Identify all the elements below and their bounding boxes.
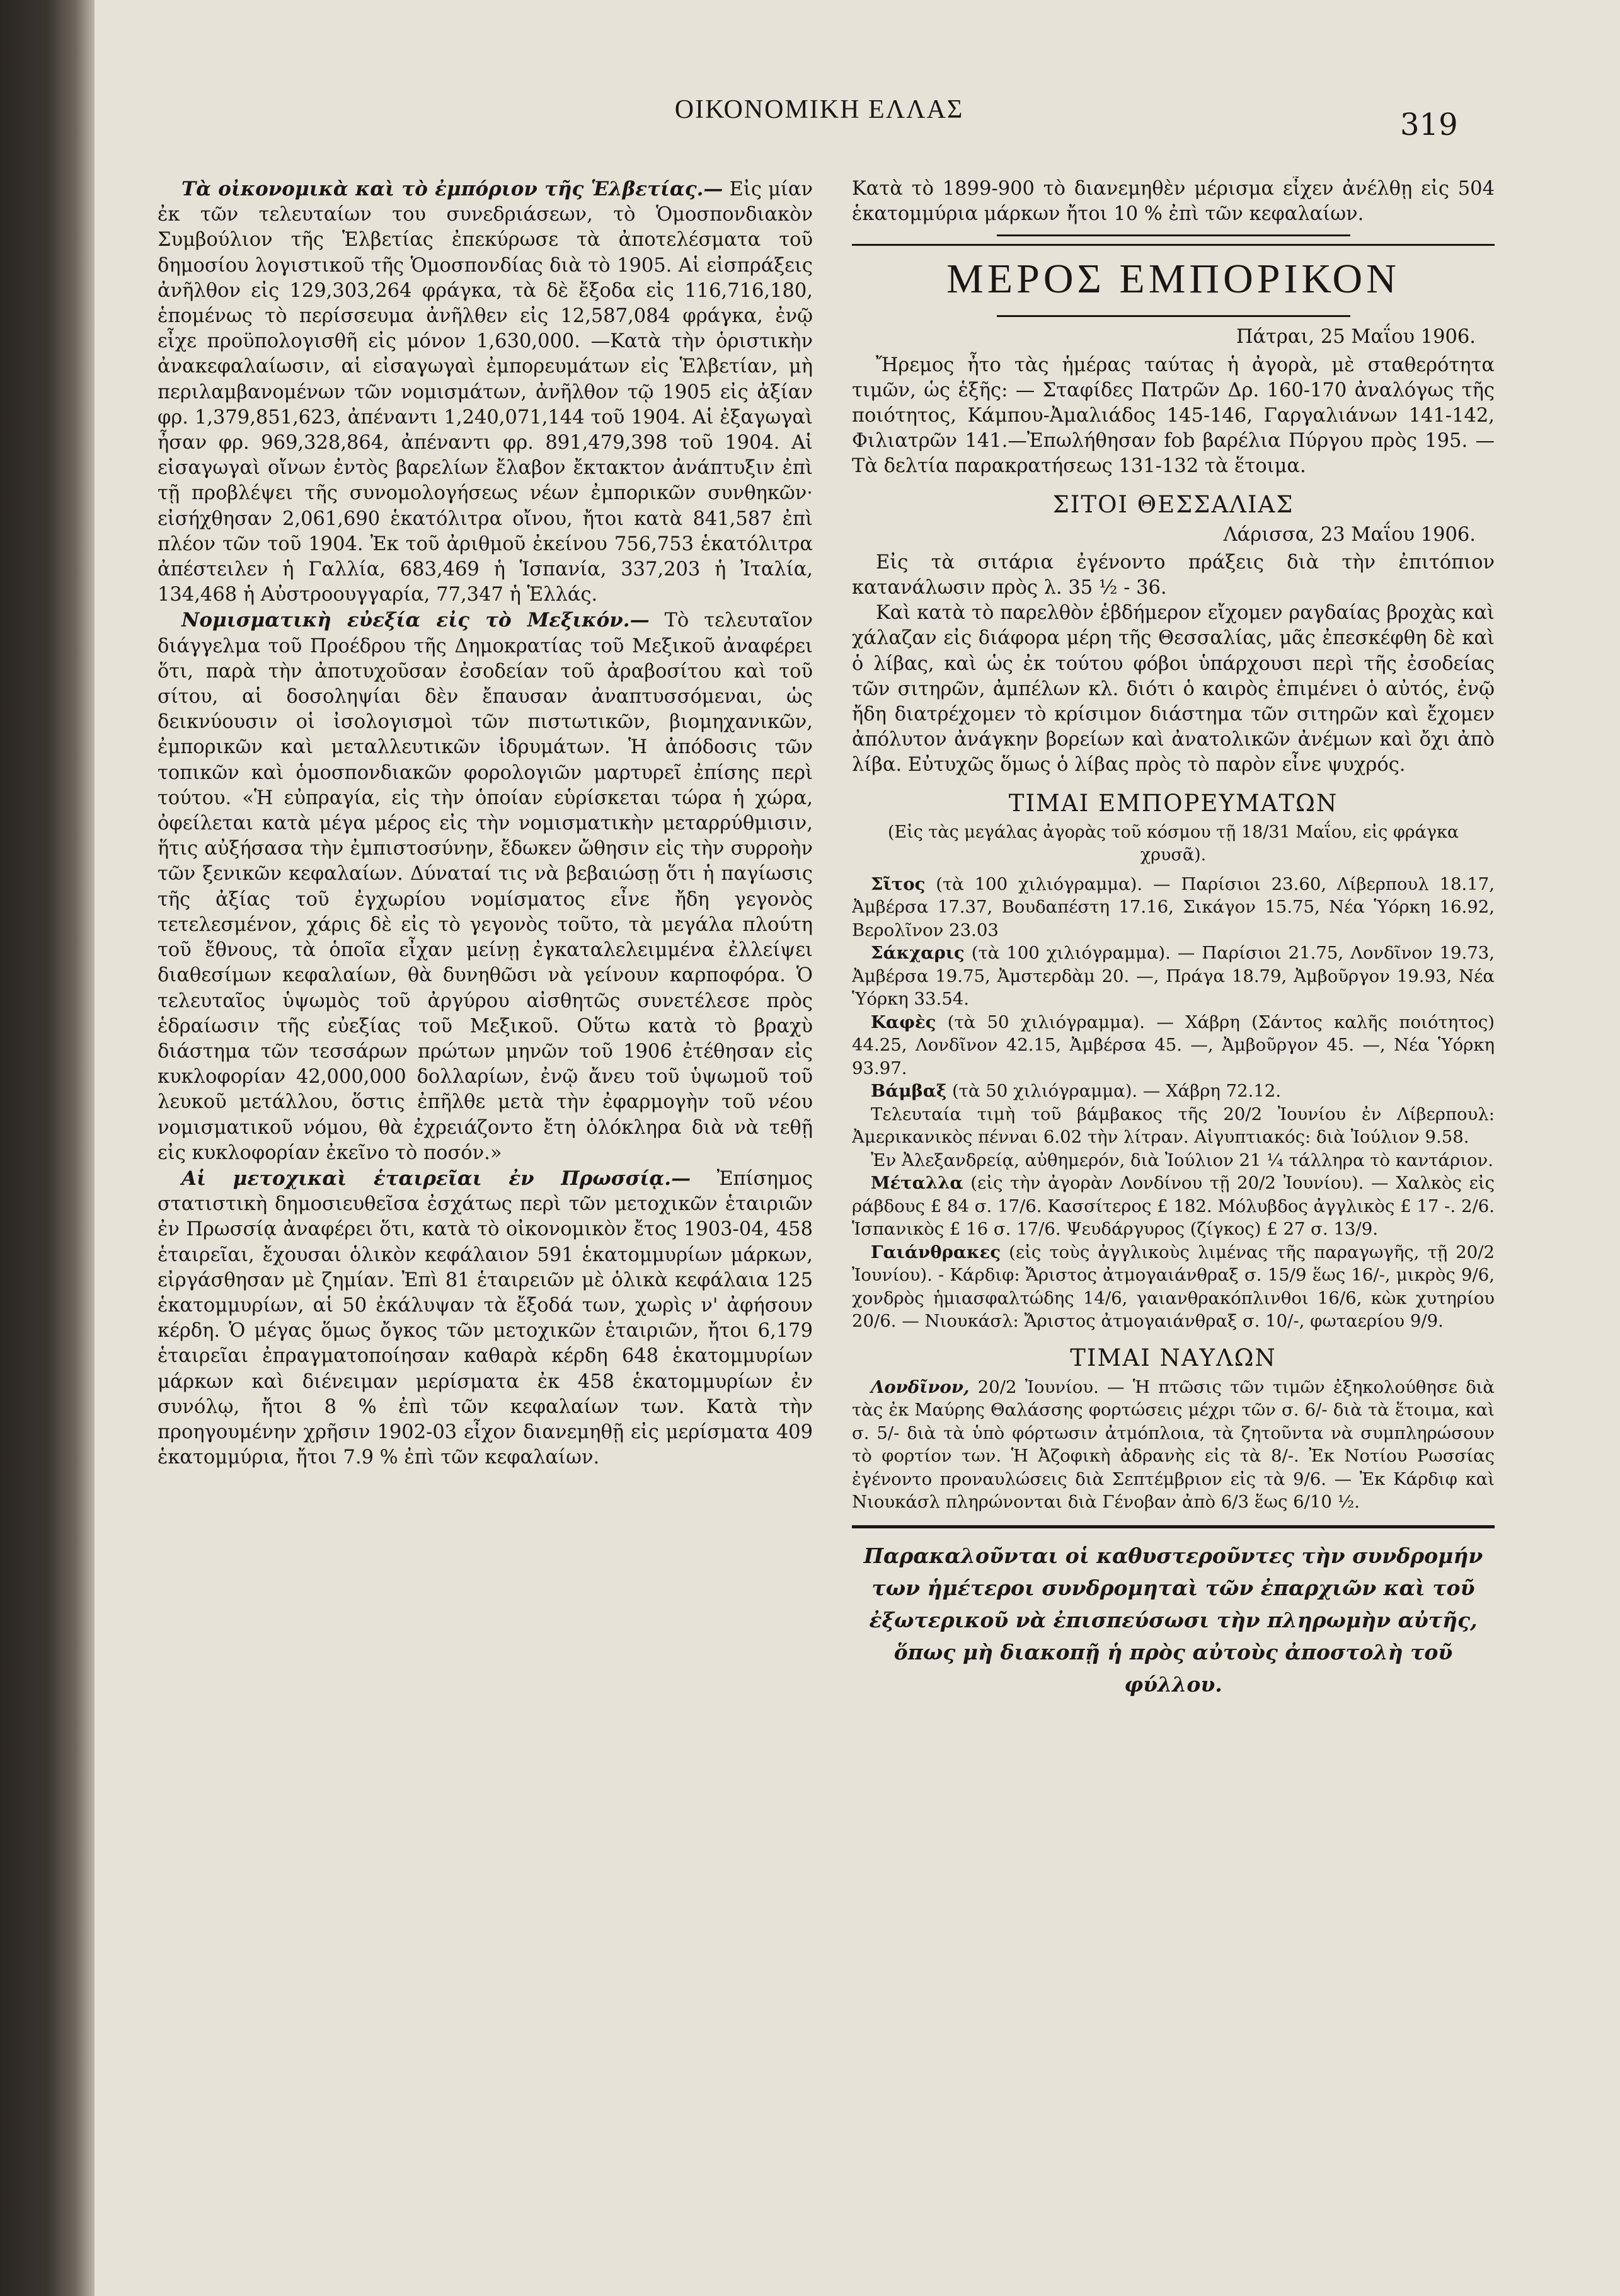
price-entry xyxy=(852,1011,1495,1080)
article-heading: Τὰ οἰκονομικὰ καὶ τὸ ἐμπόριον τῆς Ἑλβετίας.— xyxy=(181,178,723,200)
price-note: Ἐν Ἀλεξανδρείᾳ, αὐθημερόν, διὰ Ἰούλιον 21 ¼ τάλληρα τὸ καντάριον. xyxy=(871,1150,1493,1170)
price-entry xyxy=(852,873,1495,942)
price-entry xyxy=(852,942,1495,1011)
price-text: (τὰ 50 χιλιόγραμμα). — Χάβρη 72.12. xyxy=(952,1081,1282,1102)
price-text: (τὰ 100 χιλιόγραμμα). — Παρίσιοι 21.75, Λονδῖνον 19.73, Ἀμβέρσα 19.75, Ἀμστερδὰμ 20. —, Πράγα 18.79, Ἀμβοῦργον 19.93, Νέα Ὑόρκη 33.54. xyxy=(852,943,1495,1010)
market-report-paragraph: Καὶ κατὰ τὸ παρελθὸν ἑβδήμερον εἴχομεν ραγδαίας βροχὰς καὶ χάλαζαν εἰς διάφορα μέρη τῆς Θεσσαλίας, μᾶς ἐπεσκέφθη δὲ καὶ ὁ λίβας, καὶ ὡς ἐκ τούτου φόβοι ὑπάρχουσι περὶ τῆς ἐσοδείας τῶν σιτηρῶν, ἀμπέλων κλ. διότι ὁ καιρὸς ἐπιμένει ὁ αὐτός, ἐνῷ ἤδη διατρέχομεν τὸ κρίσιμον διάστημα τῶν σιτηρῶν καὶ ἔχομεν ἀπόλυτον ἀνάγκην βορείων καὶ ἀνατολικῶν ἀνέμων καὶ ὄχι ἀπὸ λίβα. Εὐτυχῶς ὅμως ὁ λίβας πρὸς τὸ παρὸν εἶνε ψυχρός. xyxy=(852,602,1495,776)
subsection-title: ΤΙΜΑΙ ΕΜΠΟΡΕΥΜΑΤΩΝ xyxy=(1008,789,1338,817)
freight-text: 20/2 Ἰουνίου. — Ἡ πτῶσις τῶν τιμῶν ἐξηκολούθησε διὰ τὰς ἐκ Μαύρης Θαλάσσης φορτώσεις μέχρι τῶν σ. 6/- διὰ τὰ ἕτοιμα, καὶ σ. 5/- διὰ τὰ ὑπὸ φόρτωσιν ἀτμόπλοια, τὰ ζητοῦντα νὰ συμπληρώσουν τὸ φορτίον των. Ἡ Ἀζοφικὴ ἀδρανὴς εἰς τὰ 8/-. Ἐκ Νοτίου Ρωσσίας ἐγένοντο προναυλώσεις διὰ Σεπτέμβριον εἰς τὰ 9/6. — Ἐκ Κάρδιφ καὶ Νιουκάσλ πληρώνονται διὰ Γένοβαν ἀπὸ 6/3 ἕως 6/10 ½. xyxy=(852,1376,1495,1513)
page-number: 319 xyxy=(1400,107,1458,142)
freight-place: Λονδῖνον, xyxy=(871,1376,970,1397)
price-entry xyxy=(852,1172,1495,1241)
section-title: ΜΕΡΟΣ ΕΜΠΟΡΙΚΟΝ xyxy=(946,256,1400,303)
price-note: Τελευταία τιμὴ τοῦ βάμβακος τῆς 20/2 Ἰουνίου ἐν Λίβερπουλ: Ἀμερικανικὸς πένναι 6.02 τὴν λίτραν. Αἰγυπτιακός: διὰ Ἰούλιον 9.58. xyxy=(852,1104,1495,1148)
place-date: Λάρισσα, 23 Μαΐου 1906. xyxy=(1223,523,1476,546)
commodity-name: Γαιάνθρακες xyxy=(871,1242,1001,1262)
left-column xyxy=(158,176,813,2231)
commodity-name: Καφὲς xyxy=(871,1012,936,1032)
divider xyxy=(997,315,1350,317)
commodity-name: Σάκχαρις xyxy=(871,943,965,964)
article-heading: Αἱ μετοχικαὶ ἑταιρεῖαι ἐν Πρωσσίᾳ.— xyxy=(181,1167,691,1190)
price-text: (εἰς τὴν ἀγορὰν Λονδίνου τῇ 20/2 Ἰουνίου). — Χαλκὸς εἰς ράβδους £ 84 σ. 17/6. Κασσίτερος £ 182. Μόλυβδος ἀγγλικὸς £ 17 -. 2/6. Ἱσπανικὸς £ 16 σ. 17/6. Ψευδάργυρος (ζίγκος) £ 27 σ. 13/9. xyxy=(852,1173,1495,1240)
freight-rates xyxy=(852,1376,1495,1514)
running-header: ΟΙΚΟΝΟΜΙΚΗ ΕΛΛΑΣ xyxy=(674,95,964,124)
article-text: Ἐπίσημος στατιστικὴ δημοσιευθεῖσα ἐσχάτως περὶ τῶν μετοχικῶν ἑταιριῶν ἐν Πρωσσίᾳ ἀναφέρει ὅτι, κατὰ τὸ οἰκονομικὸν ἔτος 1903-04, 458 ἑταιρεῖαι, ἔχουσαι ὁλικὸν κεφάλαιον 591 ἑκατομμυρίων μάρκων, εἰργάσθησαν μὲ ζημίαν. Ἐπὶ 81 ἑταιρειῶν μὲ ὁλικὰ κεφάλαια 125 ἑκατομμυρίων, αἱ 50 ἐκάλυψαν τὰ ἔξοδά των, χωρὶς ν' ἀφήσουν κέρδη. Ὁ μέγας ὅμως ὄγκος τῶν μετοχικῶν ἑταιριῶν, ἤτοι 6,179 ἑταιρεῖαι ἐπραγματοποίησαν καθαρὰ κέρδη 648 ἑκατομμυρίων μάρκων καὶ διένειμαν μερίσματα ἐκ 458 ἑκατομμυρίων ἐν συνόλῳ, ἤτοι 8 % ἐπὶ τῶν κεφαλαίων των. Κατὰ τὴν προηγουμένην χρῆσιν 1902-03 εἶχον διανεμηθῇ εἰς μερίσματα 409 ἑκατομμύρια, ἤτοι 7.9 % ἐπὶ τῶν κεφαλαίων. xyxy=(158,1167,813,1469)
divider xyxy=(852,1525,1495,1528)
article-text: Τὸ τελευταῖον διάγγελμα τοῦ Προέδρου τῆς Δημοκρατίας τοῦ Μεξικοῦ ἀναφέρει ὅτι, παρὰ τὴν ἀποτυχοῦσαν ἐσοδείαν τοῦ ἀραβοσίτου καὶ τοῦ σίτου, αἱ δοσοληψίαι δὲν ἔπαυσαν ἀναπτυσσόμεναι, ὡς δεικνύουσιν οἱ ἰσολογισμοὶ τῶν πιστωτικῶν, βιομηχανικῶν, ἐμπορικῶν καὶ μεταλλευτικῶν ἱδρυμάτων. Ἡ ἀπόδοσις τῶν τοπικῶν καὶ ὁμοσπονδιακῶν φορολογιῶν μαρτυρεῖ ἐπίσης περὶ τούτου. «Ἡ εὐπραγία, εἰς τὴν ὁποίαν εὑρίσκεται τώρα ἡ χώρα, ὀφείλεται κατὰ μέγα μέρος εἰς τὴν νομισματικὴν μεταρρύθμισιν, ἥτις αὐξήσασα τὴν ἐμπιστοσύνην, ἔδωκεν ὤθησιν εἰς τὴν συρροὴν τῶν ξενικῶν κεφαλαίων. Δύναταί τις νὰ βεβαιώσῃ ὅτι ἡ παγίωσις τῆς ἀξίας τοῦ ἐγχωρίου νομίσματος εἶνε ἤδη γεγονὸς τετελεσμένον, χάρις δὲ εἰς τὸ γεγονὸς τοῦτο, τὰ μεγάλα πλούτη τοῦ ἔθνους, τὰ ὁποῖα εἶχαν μείνῃ ἐγκαταλελειμμένα ἐλλείψει διαθεσίμων κεφαλαίων, θὰ δυνηθῶσι νὰ γείνουν καρποφόρα. Ὁ τελευταῖος ὑψωμὸς τοῦ ἀργύρου αἰσθητῶς συνετέλεσε πρὸς ἑδραίωσιν τῆς εὐεξίας τοῦ Μεξικοῦ. Οὕτω κατὰ τὸ βραχὺ διάστημα τῶν τεσσάρων πρώτων μηνῶν τοῦ 1906 ἐτέθησαν εἰς κυκλοφορίαν 42,000,000 δολλαρίων, ἐνῷ ἄνευ τοῦ ὑψωμοῦ τοῦ λευκοῦ μετάλλου, ὅστις ἐπῆλθε μετὰ τὴν ἐφαρμογὴν τοῦ νέου νομισματικοῦ νόμου, θὰ ἐχρειάζοντο ἔτη ὁλόκληρα διὰ νὰ τεθῇ εἰς κυκλοφορίαν ἐκεῖνο τὸ ποσόν.» xyxy=(158,609,813,1164)
price-entry xyxy=(852,1241,1495,1333)
article-switzerland xyxy=(158,176,813,608)
article-prussia xyxy=(158,1166,813,1470)
commodity-name: Μέταλλα xyxy=(871,1173,963,1194)
price-entry xyxy=(852,1080,1495,1103)
market-report-paragraph: Εἰς τὰ σιτάρια ἐγένοντο πράξεις διὰ τὴν ἐπιτόπιον κατανάλωσιν πρὸς λ. 35 ½ - 36. xyxy=(852,551,1495,599)
price-text: (εἰς τοὺς ἀγγλικοὺς λιμένας τῆς παραγωγῆς, τῇ 20/2 Ἰουνίου). - Κάρδιφ: Ἄριστος ἀτμογαιάνθραξ σ. 15/9 ἕως 16/-, μικρὸς 9/6, χονδρὸς ἡμιασφαλτώδης 14/6, γαιανθρακόπλινθοι 16/6, κὼκ χυτηρίου 20/6. — Νιουκάσλ: Ἄριστος ἀτμογαιάνθραξ σ. 10/-, φωταερίου 9/9. xyxy=(852,1242,1495,1332)
article-heading: Νομισματικὴ εὐεξία εἰς τὸ Μεξικόν.— xyxy=(181,609,650,632)
commodity-name: Σῖτος xyxy=(871,874,926,894)
price-text: (τὰ 50 χιλιόγραμμα). — Χάβρη (Σάντος καλῆς ποιότητος) 44.25, Λονδῖνον 42.15, Ἀμβέρσα 45. —, Ἀμβοῦργον 45. —, Νέα Ὑόρκη 93.97. xyxy=(852,1012,1495,1078)
subsection-note: (Εἰς τὰς μεγάλας ἀγορὰς τοῦ κόσμου τῇ 18/31 Μαΐου, εἰς φράγκα χρυσᾶ). xyxy=(887,822,1459,865)
divider xyxy=(997,234,1350,236)
article-continuation: Κατὰ τὸ 1899-900 τὸ διανεμηθὲν μέρισμα εἶχεν ἀνέλθῃ εἰς 504 ἑκατομμύρια μάρκων ἤτοι 10 % ἐπὶ τῶν κεφαλαίων. xyxy=(852,178,1495,226)
subscriber-notice: Παρακαλοῦνται οἱ καθυστεροῦντες τὴν συνδρομήν των ἡμέτεροι συνδρομηταὶ τῶν ἐπαρχιῶν καὶ τοῦ ἐξωτερικοῦ νὰ ἐπισπεύσωσι τὴν πληρωμὴν αὐτῆς, ὅπως μὴ διακοπῇ ἡ πρὸς αὐτοὺς ἀποστολὴ τοῦ φύλλου. xyxy=(863,1543,1483,1697)
book-spine-shadow xyxy=(0,0,95,2296)
place-date: Πάτραι, 25 Μαΐου 1906. xyxy=(1236,326,1476,349)
article-text: Εἰς μίαν ἐκ τῶν τελευταίων του συνεδριάσεων, τὸ Ὁμοσπονδιακὸν Συμβούλιον τῆς Ἑλβετίας ἐπεκύρωσε τὰ ἀποτελέσματα τοῦ δημοσίου λογιστικοῦ τῆς Ὁμοσπονδίας διὰ τὸ 1905. Αἱ εἰσπράξεις ἀνῆλθον εἰς 129,303,264 φράγκα, τὰ δὲ ἔξοδα εἰς 116,716,180, ἑπομένως τὸ περίσσευμα ἀνῆλθεν εἰς 12,587,084 φράγκα, ἐνῷ εἶχε προϋπολογισθῆ εἰς μόνον 1,630,000. —Κατὰ τὴν ὁριστικὴν ἀνακεφαλαίωσιν, αἱ εἰσαγωγαὶ ἐμπορευμάτων εἰς Ἑλβετίαν, μὴ περιλαμβανομένων τῶν νομισμάτων, ἀνῆλθον τῷ 1905 εἰς ἀξίαν φρ. 1,379,851,623, ἀπέναντι 1,240,071,144 τοῦ 1904. Αἱ ἐξαγωγαὶ ἦσαν φρ. 969,328,864, ἀπέναντι φρ. 891,479,398 τοῦ 1904. Αἱ εἰσαγωγαὶ οἴνων ἐντὸς βαρελίων ἔλαβον ἔκτακτον ἀνάπτυξιν ἐπὶ τῇ προβλέψει τῆς συνομολογήσεως νέων ἐμπορικῶν συνθηκῶν· εἰσήχθησαν 2,061,690 ἑκατόλιτρα οἴνου, ἤτοι κατὰ 841,587 ἐπὶ πλέον τῶν τοῦ 1904. Ἐκ τοῦ ἀριθμοῦ ἐκείνου 756,753 ἑκατόλιτρα ἀπέστειλεν ἡ Γαλλία, 683,469 ἡ Ἱσπανία, 337,203 ἡ Ἰταλία, 134,468 ἡ Αὐστροουγγαρία, 77,347 ἡ Ἑλλάς. xyxy=(158,178,813,606)
subsection-title: ΣΙΤΟΙ ΘΕΣΣΑΛΙΑΣ xyxy=(1052,490,1294,518)
divider xyxy=(852,244,1495,246)
subsection-title: ΤΙΜΑΙ ΝΑΥΛΩΝ xyxy=(1070,1344,1277,1371)
article-mexico xyxy=(158,608,813,1165)
price-text: (τὰ 100 χιλιόγραμμα). — Παρίσιοι 23.60, Λίβερπουλ 18.17, Ἀμβέρσα 17.37, Βουδαπέστη 17.16, Σικάγον 15.75, Νέα Ὑόρκη 16.92, Βερολῖνον 23.03 xyxy=(852,874,1495,940)
commodity-name: Βάμβαξ xyxy=(871,1081,947,1102)
right-column xyxy=(852,176,1495,2231)
commodity-prices xyxy=(852,873,1495,1333)
market-report-patras: Ἤρεμος ἦτο τὰς ἡμέρας ταύτας ἡ ἀγορὰ, μὲ σταθερότητα τιμῶν, ὡς ἑξῆς: — Σταφίδες Πατρῶν Δρ. 160-170 ἀναλόγως τῆς ποιότητος, Κάμπου-Ἀμαλιάδος 145-146, Γαργαλιάνων 141-142, Φιλιατρῶν 141.—Ἐπωλήθησαν fob βαρέλια Πύργου πρὸς 195. — Τὰ δελτία παρακρατήσεως 131-132 τὰ ἕτοιμα. xyxy=(852,354,1495,478)
freight-entry xyxy=(852,1376,1495,1514)
